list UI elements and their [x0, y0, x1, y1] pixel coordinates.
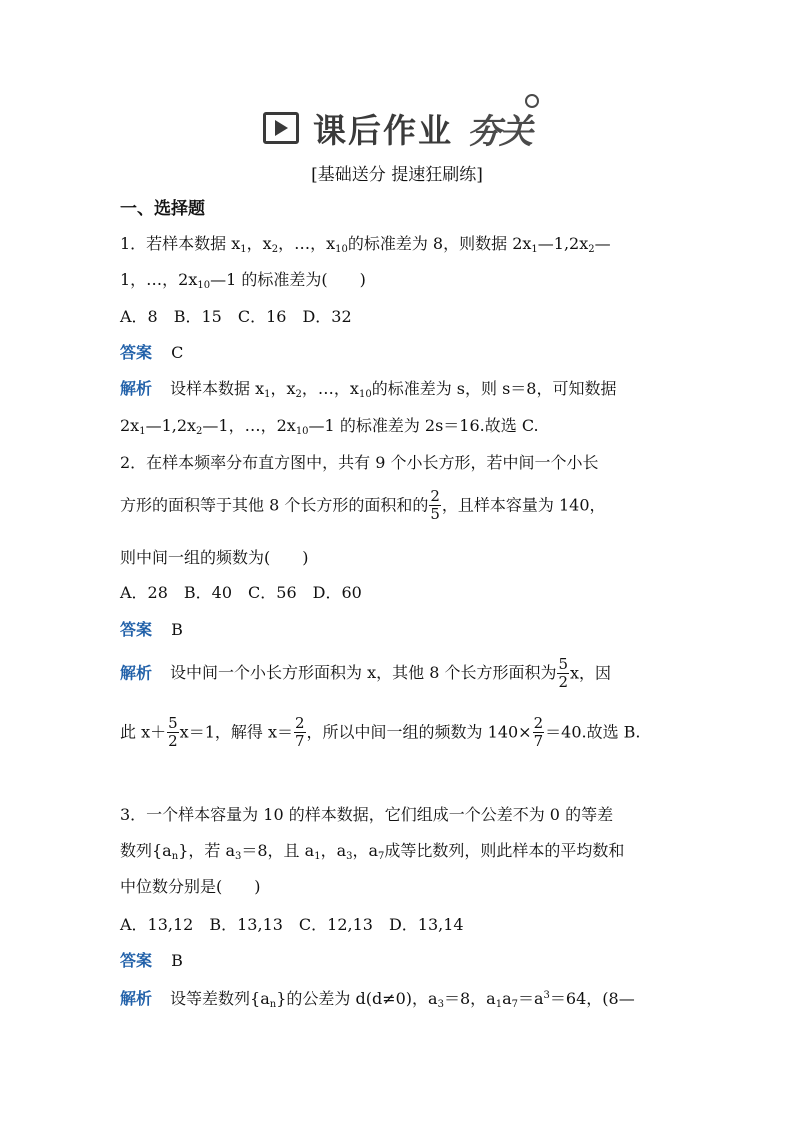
text: }的公差为 d(d≠0)，a [276, 989, 438, 1008]
subscript: n [269, 999, 277, 1010]
brand-logo [467, 104, 531, 153]
analysis-label: 解析 [120, 379, 153, 398]
q1-options: A．8 B．15 C．16 D．32 [120, 307, 352, 326]
answer-value: B [171, 620, 183, 639]
q3-stem-line1: 3．一个样本容量为 10 的样本数据，它们组成一个公差不为 0 的等差 [120, 805, 614, 824]
q2-analysis-line2 [120, 715, 641, 751]
numerator: 5 [168, 714, 178, 732]
denominator: 5 [430, 505, 440, 524]
text: ＝40.故选 B. [545, 722, 641, 742]
superscript: 3 [543, 990, 550, 1001]
subscript: 1 [264, 389, 271, 400]
fraction [429, 488, 441, 524]
q3-stem-line2 [120, 841, 625, 862]
q1-stem-line1 [120, 234, 611, 255]
fraction [533, 715, 545, 751]
text: —1，…，2x [202, 416, 296, 435]
text: 设中间一个小长方形面积为 x，其他 8 个长方形面积为 [170, 663, 557, 683]
subscript: 1 [495, 999, 503, 1010]
fraction [294, 715, 306, 751]
denominator: 7 [533, 732, 544, 751]
text: 的标准差为 8，则数据 2x [347, 234, 532, 253]
text: 的标准差为 s，则 s＝8，可知数据 [371, 379, 617, 398]
q1-stem-line2 [120, 270, 366, 291]
q2-analysis-line1 [120, 656, 611, 692]
brand-text: 夯关 [467, 111, 531, 152]
text: — [594, 234, 611, 253]
subscript: 1 [139, 426, 146, 437]
text: ，所以中间一组的频数为 140× [306, 722, 532, 742]
q2-stem-line2 [120, 488, 606, 524]
denominator: 2 [168, 732, 178, 751]
text: ＝8，a [443, 989, 496, 1008]
answer-value: B [171, 951, 183, 970]
brand-mark-icon [525, 94, 539, 108]
text: ，a [320, 841, 347, 860]
numerator: 2 [295, 714, 305, 732]
answer-label: 答案 [120, 343, 153, 362]
answer-value: C [171, 343, 184, 362]
numerator: 2 [430, 487, 440, 505]
text: —1 的标准差为 2s＝16.故选 C. [308, 416, 539, 435]
subscript: 10 [335, 244, 348, 255]
play-icon [263, 112, 299, 144]
subscript: 1 [240, 244, 247, 255]
numerator: 2 [533, 714, 544, 732]
text: 1，…，2x [120, 270, 198, 289]
text: 设样本数据 x [170, 379, 265, 398]
subscript: 2 [196, 426, 203, 437]
q2-options: A．28 B．40 C．56 D．60 [120, 583, 362, 602]
answer-label: 答案 [120, 620, 153, 639]
subscript: 3 [437, 999, 444, 1010]
q1-analysis-line1 [120, 379, 617, 400]
text: 2x [120, 416, 140, 435]
text: —1,2x [537, 234, 589, 253]
text: ＝8，且 a [241, 841, 315, 860]
text: x＝1，解得 x＝ [179, 722, 293, 742]
text: ＝64，(8— [549, 989, 635, 1008]
section-title: 一、选择题 [120, 199, 205, 219]
subscript: 2 [588, 244, 595, 255]
text: ＝a [517, 989, 544, 1008]
q2-answer [120, 622, 183, 638]
text: 设等差数列{a [170, 989, 270, 1008]
q1-analysis-line2 [120, 416, 539, 437]
subscript: n [171, 851, 179, 862]
text: ，a [352, 841, 379, 860]
subscript: 7 [511, 999, 518, 1010]
denominator: 7 [295, 732, 305, 751]
q3-stem-line3: 中位数分别是( ) [120, 877, 261, 896]
text: a [502, 989, 512, 1008]
subscript: 1 [314, 851, 321, 862]
fraction [557, 656, 569, 692]
text: ，x [246, 234, 272, 253]
q3-analysis-line1 [120, 989, 635, 1010]
subscript: 10 [295, 426, 309, 437]
subscript: 10 [197, 280, 211, 291]
denominator: 2 [558, 673, 569, 692]
text: x，因 [570, 663, 612, 683]
subscript: 7 [378, 851, 385, 862]
text: ，且样本容量为 140， [441, 495, 606, 515]
text: ，x [270, 379, 296, 398]
q2-stem-line1: 2．在样本频率分布直方图中，共有 9 个小长方形，若中间一个小长 [120, 453, 599, 472]
subscript: 3 [235, 851, 242, 862]
text: ，…，x [301, 379, 359, 398]
text: 数列{a [120, 841, 172, 860]
q1-answer [120, 345, 183, 361]
answer-label: 答案 [120, 951, 153, 970]
text: 1．若样本数据 x [120, 234, 241, 253]
subscript: 2 [295, 389, 302, 400]
text: —1 的标准差为( ) [210, 270, 366, 289]
numerator: 5 [558, 655, 569, 673]
subscript: 10 [358, 389, 372, 400]
q3-options: A．13,12 B．13,13 C．12,13 D．13,14 [120, 915, 464, 934]
subscript: 3 [346, 851, 353, 862]
text: ，…，x [278, 234, 336, 253]
text: }，若 a [178, 841, 235, 860]
text: 成等比数列，则此样本的平均数和 [384, 841, 625, 860]
page-title: 课后作业 [313, 110, 453, 150]
header-banner [0, 104, 794, 152]
subscript: 2 [271, 244, 279, 255]
page-subtitle: [基础送分 提速狂刷练] [311, 165, 483, 185]
analysis-label: 解析 [120, 989, 153, 1008]
analysis-label: 解析 [120, 663, 153, 683]
subscript: 1 [531, 244, 538, 255]
q2-stem-line3: 则中间一组的频数为( ) [120, 548, 309, 567]
text: 方形的面积等于其他 8 个长方形的面积和的 [120, 495, 429, 515]
text: —1,2x [145, 416, 197, 435]
q3-answer [120, 953, 183, 969]
text: 此 x＋ [120, 722, 167, 742]
fraction [167, 715, 179, 751]
